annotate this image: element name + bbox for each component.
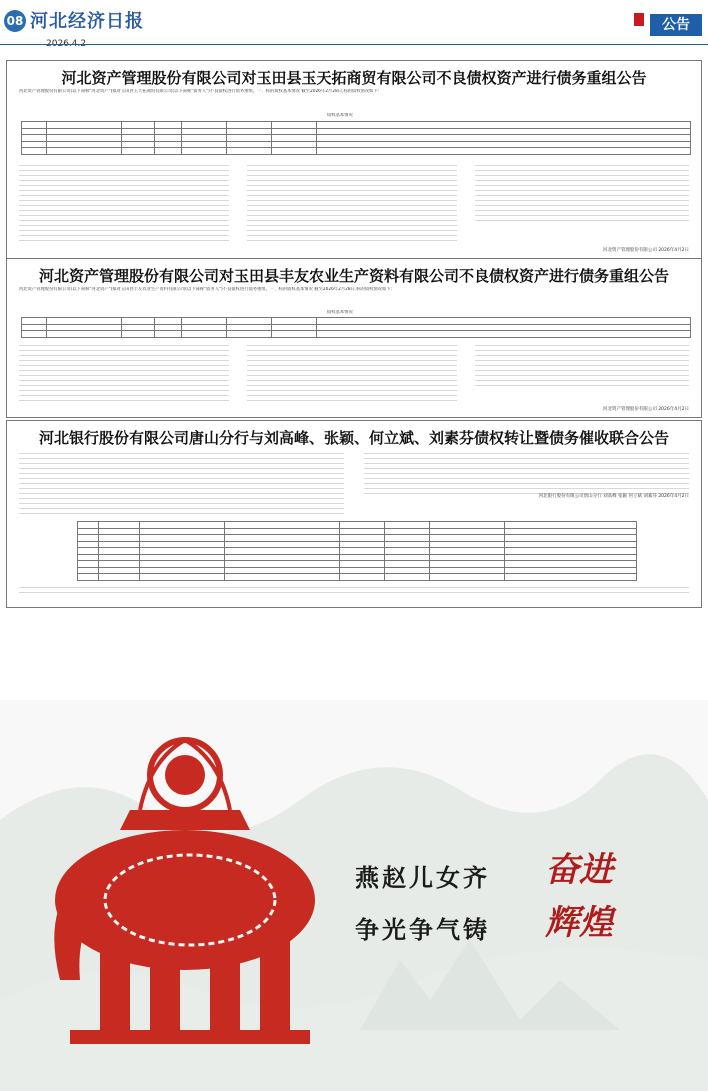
header-rule [0, 44, 708, 45]
notice-1-body [19, 161, 689, 241]
notice-1-signature: 河北资产管理股份有限公司 2026年4月2日 [602, 248, 689, 253]
slogan-calligraphy-2: 辉煌 [545, 903, 613, 943]
notice-3-title: 河北银行股份有限公司唐山分行与刘高峰、张颖、何立斌、刘素芬债权转让暨债务催收联合公告 [38, 429, 669, 447]
table-row [78, 574, 637, 581]
table-row [22, 331, 691, 338]
notice-2-signature: 河北资产管理股份有限公司 2026年4月2日 [602, 407, 689, 412]
flag-icon [634, 13, 644, 26]
notice-1-table [21, 121, 691, 155]
paper-name: 河北经济日报 [30, 11, 144, 32]
notice-3 [6, 420, 702, 608]
slogan-line-2: 争光争气铸 [355, 916, 490, 944]
notice-3-signature: 河北银行股份有限公司唐山分行 刘高峰 张颖 何立斌 刘素芬 2026年4月2日 [538, 494, 689, 499]
notice-2 [6, 258, 702, 418]
issue-date: 2026.4.2 [46, 39, 87, 49]
notice-1 [6, 60, 702, 260]
notice-2-table-caption: 债权基本情况 [327, 310, 353, 315]
notice-3-body [19, 449, 689, 514]
notice-1-table-caption: 债权基本情况 [327, 113, 353, 118]
notice-3-table [77, 521, 637, 581]
page-header [0, 0, 708, 58]
notice-2-intro: 河北资产管理股份有限公司(以下简称"河北资产")拟对玉田县丰友农业生产资料有限公司(以下简称"债务人")不良债权进行债务重组。一、标的债权基本情况 截至2026年2月28日,标的债权情况如下: [19, 287, 393, 292]
notice-1-title: 河北资产管理股份有限公司对玉田县玉天拓商贸有限公司不良债权资产进行债务重组公告 [61, 69, 647, 87]
table-row [22, 148, 691, 155]
notice-3-footnote [19, 583, 689, 597]
notice-2-title: 河北资产管理股份有限公司对玉田县丰友农业生产资料有限公司不良债权资产进行债务重组公告 [38, 267, 669, 285]
notice-2-body [19, 341, 689, 401]
notice-2-table [21, 317, 691, 338]
page-number: 08 [4, 10, 26, 32]
slogan-line-1: 燕赵儿女齐 [355, 864, 490, 892]
section-label: 公告 [650, 14, 702, 36]
slogan-calligraphy-1: 奋进 [545, 850, 613, 890]
notice-1-intro: 河北资产管理股份有限公司(以下简称"河北资产")拟对玉田县玉天拓商贸有限公司(以下简称"债务人")不良债权进行债务重组。一、标的债权基本情况 截至2026年2月28日,标的债权情况如下: [19, 89, 380, 94]
